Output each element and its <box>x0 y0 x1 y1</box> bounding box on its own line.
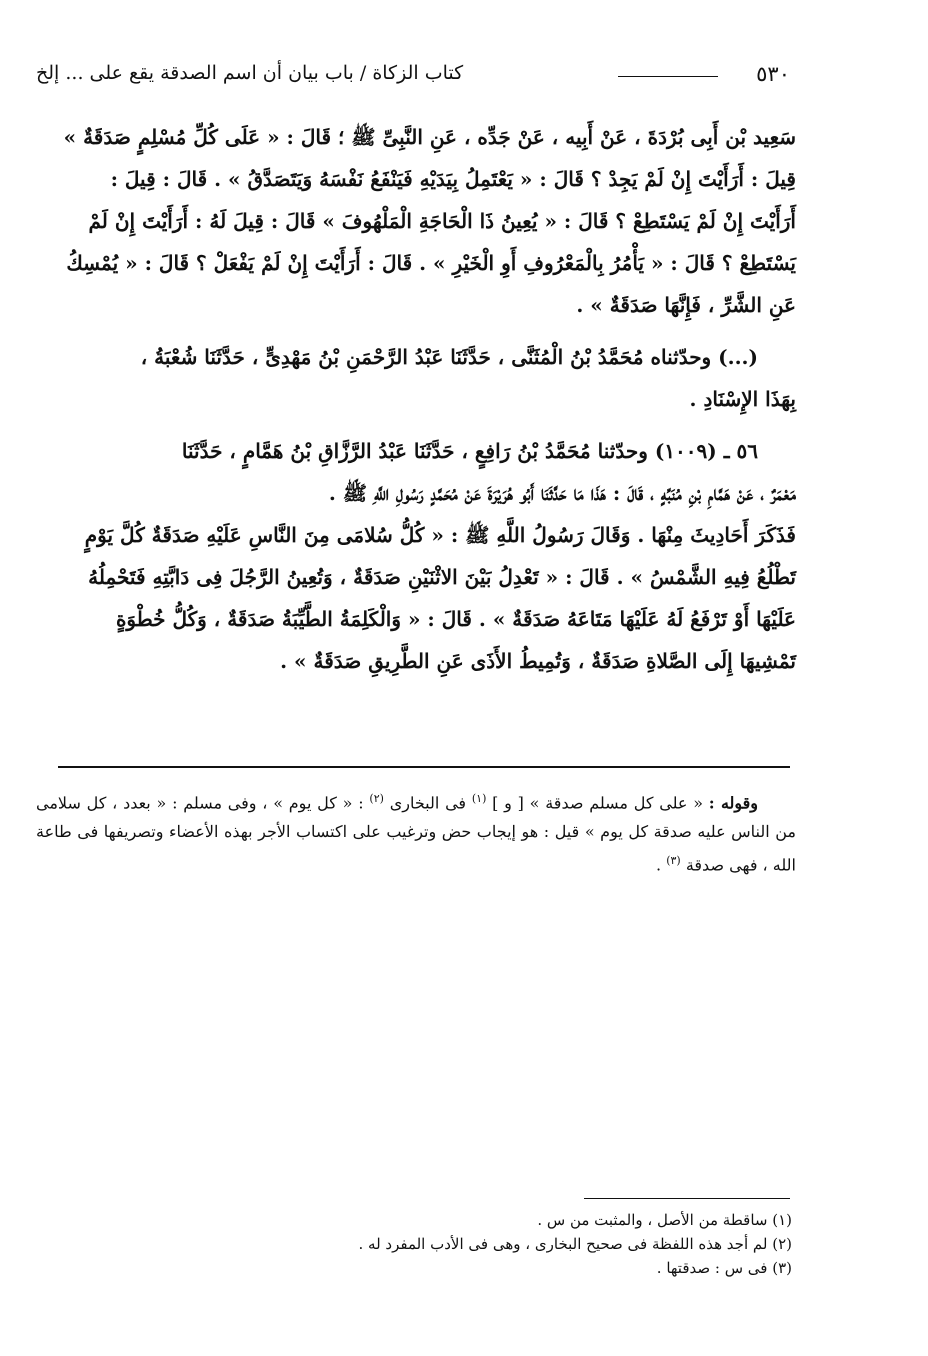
header-rule <box>618 76 718 77</box>
hadith-paragraph-2 <box>36 336 796 420</box>
hadith-paragraph-3 <box>36 430 796 682</box>
hadith-paragraph-1 <box>36 116 796 326</box>
main-text-divider <box>58 766 790 768</box>
text-line: فَذَكَرَ أَحَادِيثَ مِنْهَا . وَقَالَ رَسُولُ اللَّهِ ﷺ : « كُلُّ سُلامَى مِنَ النَّاسِ عَلَيْهِ صَدَقَةٌ كُلَّ يَوْمٍ <box>84 523 796 547</box>
main-text <box>36 116 796 682</box>
page-header <box>36 58 790 98</box>
footnote-2: (٢) لم أجد هذه اللفظة فى صحيح البخارى ، وهى فى الأدب المفرد له . <box>358 1235 792 1253</box>
running-title: كتاب الزكاة / باب بيان أن اسم الصدقة يقع على ... إلخ <box>36 62 464 84</box>
commentary-text: « على كل مسلم صدقة » [ و ] <box>492 793 703 813</box>
text-line: (...) وحدّثناه مُحَمَّدُ بْنُ الْمُثَنَّى ، حَدَّثَنَا عَبْدُ الرَّحْمَنِ بْنُ مَهْدِىٍّ ، حَدَّثَنَا شُعْبَةُ ، <box>140 345 758 369</box>
footnote-ref[interactable]: (٢) <box>369 792 384 805</box>
commentary-text: : « كل يوم » ، وفى مسلم : « بعدد ، كل سلامى من الناس عليه صدقة كل يوم » قيل : هو إيجاب حض وترغيب على اكتساب الأجر بهذه الأعضاء وتصريفها فى طاعة الله ، فهى صدقة <box>36 793 796 875</box>
commentary-end: . <box>656 855 662 875</box>
text-line: عَنِ الشَّرِّ ، فَإِنَّهَا صَدَقَةٌ » . <box>576 293 796 317</box>
text-line: بِهَذَا الإِسْنَادِ . <box>689 387 796 411</box>
text-line: ٥٦ ـ (١٠٠٩) وحدّثنا مُحَمَّدُ بْنُ رَافِعٍ ، حَدَّثَنَا عَبْدُ الرَّزَّاقِ بْنُ هَمَّامٍ ، حَدَّثَنَا <box>181 439 758 463</box>
commentary-text: فى البخارى <box>389 793 467 813</box>
page-number: ٥٣٠ <box>756 62 790 86</box>
text-line: أَرَأَيْتَ إِنْ لَمْ يَسْتَطِعْ ؟ قَالَ : « يُعِينُ ذَا الْحَاجَةِ الْمَلْهُوفَ » قَالَ : قِيلَ لَهُ : أَرَأَيْتَ إِنْ لَمْ <box>88 209 796 233</box>
text-line: تَطْلُعُ فِيهِ الشَّمْسُ » . قَالَ : « تَعْدِلُ بَيْنَ الاثْنَيْنِ صَدَقَةٌ ، وَتُعِينُ الرَّجُلَ فِى دَابَّتِهِ فَتَحْمِلُهُ <box>88 565 796 589</box>
commentary-lead: وقوله : <box>708 793 759 813</box>
text-line: تَمْشِيهَا إِلَى الصَّلاةِ صَدَقَةٌ ، وَتُمِيطُ الأَذَى عَنِ الطَّرِيقِ صَدَقَةٌ » . <box>280 649 796 673</box>
text-line: سَعِيد بْن أَبِى بُرْدَةَ ، عَنْ أَبِيه ، عَنْ جَدِّه ، عَنِ النَّبِىِّ ﷺ ؛ قَالَ : « عَلَى كُلِّ مُسْلِمٍ صَدَقَةٌ » <box>63 125 796 149</box>
commentary-paragraph <box>36 784 796 880</box>
commentary <box>36 784 796 880</box>
text-line: عَلَيْهَا أَوْ تَرْفَعُ لَهُ عَلَيْهَا مَتَاعَهُ صَدَقَةٌ » . قَالَ : « وَالْكَلِمَةُ الطَّيِّبَةُ صَدَقَةٌ ، وَكُلُّ خُطْوَةٍ <box>115 607 796 631</box>
text-line: يَسْتَطِعْ ؟ قَالَ : « يَأْمُرُ بِالْمَعْرُوفِ أَوِ الْخَيْرِ » . قَالَ : أَرَأَيْتَ إِنْ لَمْ يَفْعَلْ ؟ قَالَ : « يُمْسِكُ <box>66 251 796 275</box>
footnote-3: (٣) فى س : صدقتها . <box>656 1259 792 1277</box>
text-line: مَعْمَرٌ ، عَنْ هَمَّامِ بْنِ مُنَبِّهٍ ، قَالَ : هَذَا مَا حَدَّثَنَا أَبُو هُرَيْرَةَ عَنْ مُحَمَّدٍ رَسُولِ اللَّهِ ﷺ . <box>328 481 796 505</box>
footnotes <box>136 1208 792 1280</box>
footnote-1: (١) ساقطة من الأصل ، والمثبت من س . <box>537 1211 792 1229</box>
footnote-ref[interactable]: (١) <box>471 792 487 805</box>
footnote-ref[interactable]: (٣) <box>666 854 681 868</box>
footnote-divider <box>584 1198 790 1199</box>
text-line: قِيلَ : أَرَأَيْتَ إِنْ لَمْ يَجِدْ ؟ قَالَ : « يَعْتَمِلُ بِيَدَيْهِ فَيَنْفَعُ نَفْسَهُ وَيَتَصَدَّقُ » . قَالَ : قِيلَ : <box>110 167 796 191</box>
